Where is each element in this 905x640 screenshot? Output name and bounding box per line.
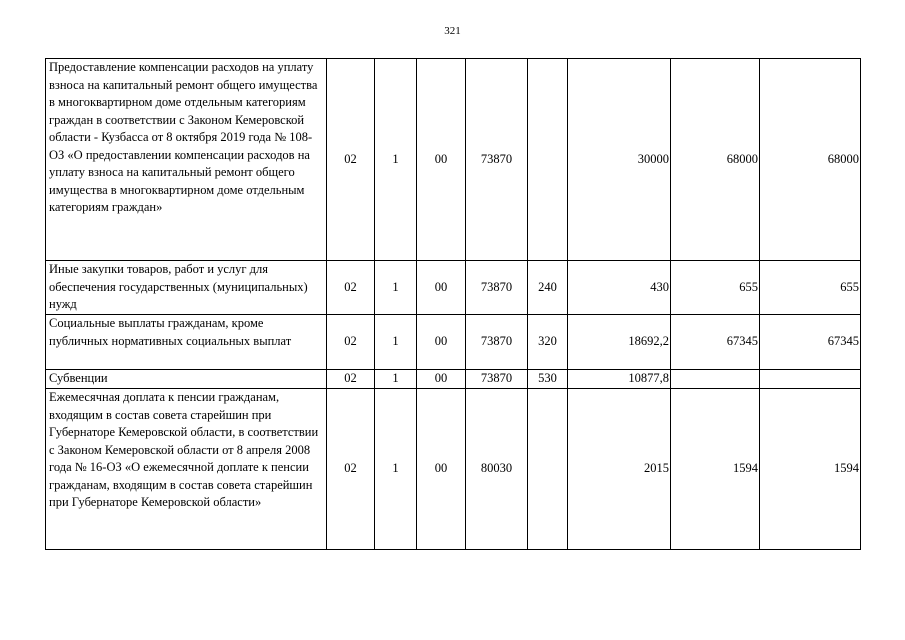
- row-name: Социальные выплаты гражданам, кроме публичных нормативных социальных выплат: [46, 315, 327, 370]
- table-row: [46, 261, 861, 315]
- row-year2: 67345: [671, 315, 760, 370]
- row-program: 00: [417, 370, 466, 389]
- row-section: 02: [327, 59, 375, 261]
- row-subsection: 1: [375, 370, 417, 389]
- row-code: 73870: [466, 315, 528, 370]
- row-year3: 655: [760, 261, 861, 315]
- row-year2: 655: [671, 261, 760, 315]
- row-expense-type: [528, 59, 568, 261]
- row-year3: 67345: [760, 315, 861, 370]
- row-subsection: 1: [375, 389, 417, 550]
- row-name: Иные закупки товаров, работ и услуг для обеспечения государственных (муниципальных) нужд: [46, 261, 327, 315]
- row-section: 02: [327, 261, 375, 315]
- row-year3: 1594: [760, 389, 861, 550]
- row-expense-type: 530: [528, 370, 568, 389]
- row-year2: [671, 370, 760, 389]
- row-year1: 10877,8: [568, 370, 671, 389]
- row-year1: 430: [568, 261, 671, 315]
- row-program: 00: [417, 389, 466, 550]
- row-subsection: 1: [375, 59, 417, 261]
- table-row: [46, 389, 861, 550]
- row-section: 02: [327, 370, 375, 389]
- row-code: 73870: [466, 370, 528, 389]
- table-row: [46, 370, 861, 389]
- row-expense-type: 320: [528, 315, 568, 370]
- row-program: 00: [417, 261, 466, 315]
- row-name: Ежемесячная доплата к пенсии гражданам, входящим в состав совета старейшин при Губернаторе Кемеровской области, в соответствии с Законом Кемеровской области от 8 апреля 2008 года № 16-ОЗ «О ежемесячной доплате к пенсии гражданам, входящим в состав совета старейшин при Губернаторе Кемеровской области»: [46, 389, 327, 550]
- table-row: [46, 315, 861, 370]
- row-program: 00: [417, 315, 466, 370]
- row-code: 80030: [466, 389, 528, 550]
- page-number: 321: [444, 25, 461, 37]
- row-expense-type: 240: [528, 261, 568, 315]
- row-name: Субвенции: [46, 370, 327, 389]
- row-year1: 18692,2: [568, 315, 671, 370]
- table-row: [46, 59, 861, 261]
- row-year2: 1594: [671, 389, 760, 550]
- row-program: 00: [417, 59, 466, 261]
- row-subsection: 1: [375, 315, 417, 370]
- row-year1: 2015: [568, 389, 671, 550]
- row-section: 02: [327, 315, 375, 370]
- row-section: 02: [327, 389, 375, 550]
- row-subsection: 1: [375, 261, 417, 315]
- row-code: 73870: [466, 261, 528, 315]
- row-expense-type: [528, 389, 568, 550]
- row-year3: 68000: [760, 59, 861, 261]
- row-code: 73870: [466, 59, 528, 261]
- row-year1: 30000: [568, 59, 671, 261]
- row-year3: [760, 370, 861, 389]
- row-name: Предоставление компенсации расходов на уплату взноса на капитальный ремонт общего имущества в многоквартирном доме отдельным категориям граждан в соответствии с Законом Кемеровской области - Кузбасса от 8 октября 2019 года № 108-ОЗ «О предоставлении компенсации расходов на уплату взноса на капитальный ремонт общего имущества в многоквартирном доме отдельным категориям граждан»: [46, 59, 327, 261]
- row-year2: 68000: [671, 59, 760, 261]
- budget-table: [45, 58, 861, 550]
